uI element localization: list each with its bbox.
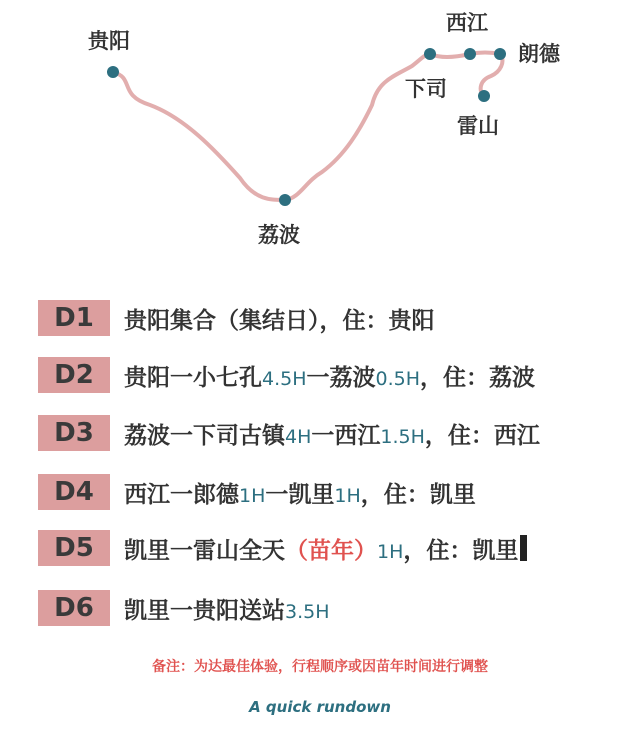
travel-duration: 1H xyxy=(239,484,266,507)
city-label-guiyang: 贵阳 xyxy=(88,29,130,53)
route-map xyxy=(0,0,640,280)
day-description xyxy=(124,532,527,565)
adjustment-note: 备注：为达最佳体验，行程顺序或因苗年时间进行调整 xyxy=(152,659,488,675)
city-label-xiasi: 下司 xyxy=(405,77,447,101)
segment-text: 贵阳一小七孔 xyxy=(124,364,262,391)
segment-text: ，住：荔波 xyxy=(420,364,536,391)
segment-text: ，住：西江 xyxy=(424,422,540,449)
city-dot-xijiang xyxy=(464,48,476,60)
travel-duration: 3.5H xyxy=(285,600,330,623)
day-description xyxy=(124,359,535,392)
city-label-xijiang: 西江 xyxy=(446,11,488,35)
segment-text: 贵阳集合（集结日），住：贵阳 xyxy=(124,307,435,334)
day-badge: D3 xyxy=(38,415,110,451)
itinerary-row-d6 xyxy=(38,590,330,626)
itinerary-row-d4 xyxy=(38,474,476,510)
day-description xyxy=(124,476,476,509)
day-description xyxy=(124,417,540,450)
segment-text: 一荔波 xyxy=(306,364,376,391)
day-badge: D6 xyxy=(38,590,110,626)
day-badge: D5 xyxy=(38,530,110,566)
segment-text: 一西江 xyxy=(311,422,381,449)
itinerary-row-d5 xyxy=(38,530,527,566)
travel-duration: 1H xyxy=(334,484,361,507)
city-dot-leishan xyxy=(478,90,490,102)
segment-text: 一凯里 xyxy=(265,481,335,508)
segment-text: 荔波一下司古镇 xyxy=(124,422,285,449)
travel-duration: 1H xyxy=(377,540,404,563)
day-description xyxy=(124,302,435,335)
itinerary-row-d2 xyxy=(38,357,535,393)
route-line xyxy=(113,53,502,201)
city-dot-libo xyxy=(279,194,291,206)
day-description xyxy=(124,592,330,625)
city-dot-xiasi xyxy=(424,48,436,60)
segment-text: 西江一郎德 xyxy=(124,481,239,508)
city-label-libo: 荔波 xyxy=(258,223,300,247)
city-label-leishan: 雷山 xyxy=(457,114,499,138)
day-badge: D4 xyxy=(38,474,110,510)
city-dot-guiyang xyxy=(107,66,119,78)
travel-duration: 4H xyxy=(285,425,312,448)
itinerary-row-d1 xyxy=(38,300,435,336)
segment-text: ，住：凯里 xyxy=(403,537,519,564)
travel-duration: 1.5H xyxy=(380,425,425,448)
city-label-langde: 朗德 xyxy=(518,42,560,66)
travel-duration: 0.5H xyxy=(375,367,421,390)
tagline: A quick rundown xyxy=(249,698,391,716)
day-badge: D2 xyxy=(38,357,110,393)
segment-text: ，住：凯里 xyxy=(360,481,476,508)
highlight-text: （苗年） xyxy=(285,537,377,564)
segment-text: 凯里一雷山全天 xyxy=(124,537,285,564)
itinerary-row-d3 xyxy=(38,415,540,451)
travel-duration: 4.5H xyxy=(262,367,307,390)
segment-text: 凯里一贵阳送站 xyxy=(124,597,285,624)
watermark-mark xyxy=(520,535,527,561)
city-dot-langde xyxy=(494,48,506,60)
day-badge: D1 xyxy=(38,300,110,336)
